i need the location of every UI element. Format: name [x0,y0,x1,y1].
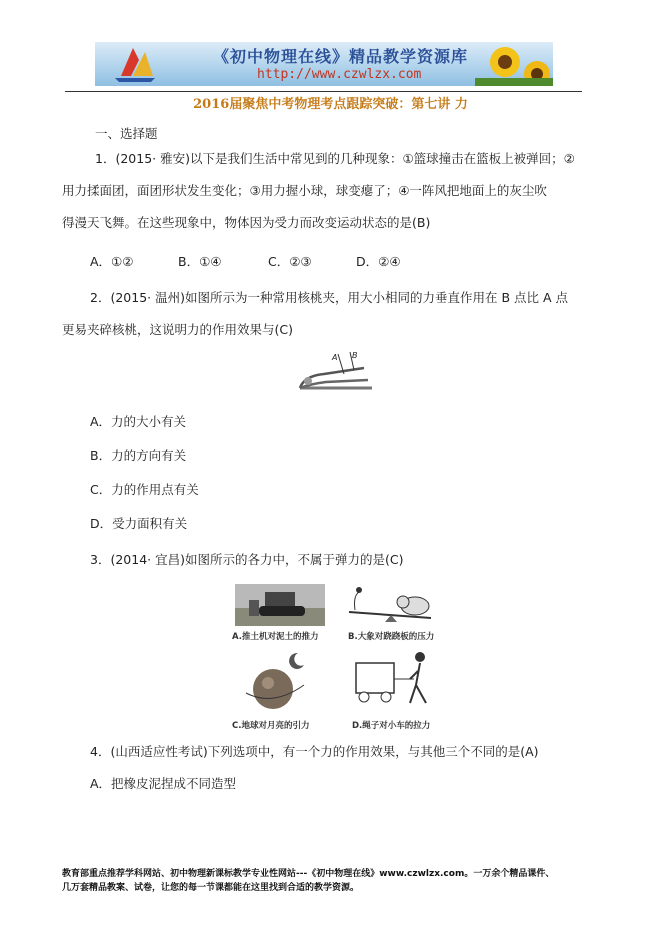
bulldozer-image [235,584,325,626]
q2-option-c: C．力的作用点有关 [90,482,199,497]
banner-title: 《初中物理在线》精品教学资源库 [213,47,469,66]
q2-line2: 更易夹碎核桃，这说明力的作用效果与(C) [62,322,293,337]
sunflower-image [475,47,553,86]
q1-option-c: C．②③ [268,254,312,269]
q1-option-d: D．②④ [356,254,401,269]
header-rule [65,91,582,92]
q2-option-b: B．力的方向有关 [90,448,187,463]
q1-line3: 得漫天飞舞。在这些现象中，物体因为受力而改变运动状态的是(B) [62,215,431,230]
document-title: 2016届聚焦中考物理考点跟踪突破：第七讲 力 [193,97,468,112]
q4-option-a: A．把橡皮泥捏成不同造型 [90,776,237,791]
q2-option-a: A．力的大小有关 [90,414,187,429]
q1-line1: 1．(2015· 雅安)以下是我们生活中常见到的几种现象：①篮球撞击在篮板上被弹回；② [95,151,575,166]
fig-label-a: A [332,353,338,362]
q2-line1: 2．(2015· 温州)如图所示为一种常用核桃夹，用大小相同的力垂直作用在 B 点比 A 点 [90,290,568,305]
q4-line1: 4．(山西适应性考试)下列选项中，有一个力的作用效果，与其他三个不同的是(A) [90,744,539,759]
q3-line1: 3．(2014· 宜昌)如图所示的各力中，不属于弹力的是(C) [90,552,404,567]
q3-caption-b: B.大象对跷跷板的压力 [348,632,435,642]
cart-pulling-image [350,645,440,715]
header-banner [95,42,553,86]
q2-option-d: D．受力面积有关 [90,516,188,531]
q3-caption-a: A.推土机对泥土的推力 [232,632,319,642]
nutcracker-figure [294,350,374,394]
earth-moon-image [238,645,318,715]
fig-label-b: B [352,351,358,360]
q1-option-b: B．①④ [178,254,222,269]
section-heading: 一、选择题 [95,126,158,141]
footer-line2: 几万套精品教案、试卷，让您的每一节课都能在这里找到合适的教学资源。 [62,883,360,893]
logo-icon [115,48,155,82]
q3-caption-d: D.绳子对小车的拉力 [352,721,431,731]
q1-line2: 用力揉面团，面团形状发生变化；③用力握小球，球变瘪了；④一阵风把地面上的灰尘吹 [62,183,547,198]
q3-caption-c: C.地球对月亮的引力 [232,721,310,731]
footer-line1: 教育部重点推荐学科网站、初中物理新课标教学专业性网站---《初中物理在线》www.czwlzx.com。一万余个精品课件、 [62,869,555,879]
q1-option-a: A．①② [90,254,134,269]
elephant-seesaw-image [345,584,435,626]
banner-url[interactable]: http://www.czwlzx.com [257,67,422,82]
